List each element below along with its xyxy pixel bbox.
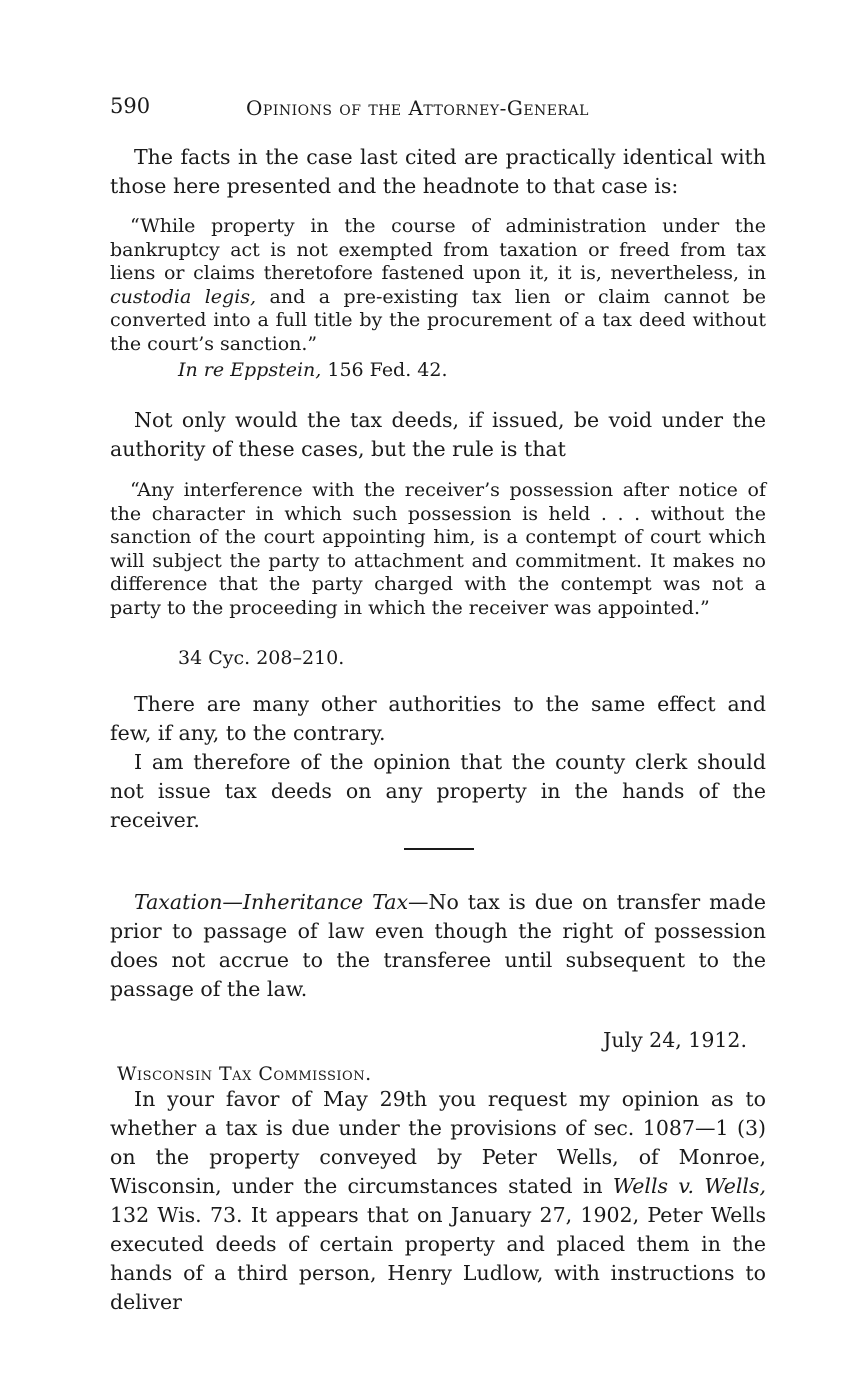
quote-italic-term: custodia legis, — [110, 285, 257, 308]
quote-bankruptcy: “While property in the course of administration under the bankruptcy act is not exempted from taxation or freed from tax liens or claims theretofore fastened upon it, it is, nevertheless, in custodia legis, and a pre-existing tax lien or claim cannot be converted into a full title by the procurement of a tax deed without the court’s sanction.” — [110, 215, 766, 355]
section-divider — [404, 848, 474, 850]
citation-cyc: 34 Cyc. 208–210. — [178, 647, 345, 669]
addressee: Wisconsin Tax Commission. — [117, 1063, 372, 1085]
paragraph-intro: The facts in the case last cited are practically identical with those here presented and the headnote to that case is: — [110, 145, 766, 198]
page-header — [110, 94, 770, 122]
paragraph-request: In your favor of May 29th you request my opinion as to whether a tax is due under the provisions of sec. 1087—1 (3) on the property conveyed by Peter Wells, of Monroe, Wisconsin, under the circumstances stated in Wells v. Wells, 132 Wis. 73. It appears that on January 27, 1902, Peter Wells executed deeds of certain property and placed them in the hands of a third person, Henry Ludlow, with instructions to deliver — [110, 1087, 766, 1314]
section-headnote: Taxation—Inheritance Tax—No tax is due on transfer made prior to passage of law even though the right of possession does not accrue to the transferee until subsequent to the passage of the law. — [110, 890, 766, 1001]
paragraph-authority: Not only would the tax deeds, if issued, be void under the authority of these cases, but the rule is that — [110, 408, 766, 461]
quote-receiver: “Any interference with the receiver’s possession after notice of the character in which such possession is held . . . without the sanction of the court appointing him, is a contempt of court which will subject the party to attachment and commitment. It makes no difference that the party charged with the contempt was not a party to the proceeding in which the receiver was appointed.” — [110, 479, 766, 619]
paragraph-other-authorities: There are many other authorities to the same effect and few, if any, to the contrary. — [110, 692, 766, 745]
running-head: Opinions of the Attorney-General — [246, 96, 589, 120]
opinion-date: July 24, 1912. — [603, 1028, 747, 1052]
paragraph-opinion: I am therefore of the opinion that the county clerk should not issue tax deeds on any property in the hands of the receiver. — [110, 750, 766, 832]
citation-eppstein: In re Eppstein, 156 Fed. 42. — [178, 359, 448, 381]
page-number: 590 — [110, 94, 151, 118]
